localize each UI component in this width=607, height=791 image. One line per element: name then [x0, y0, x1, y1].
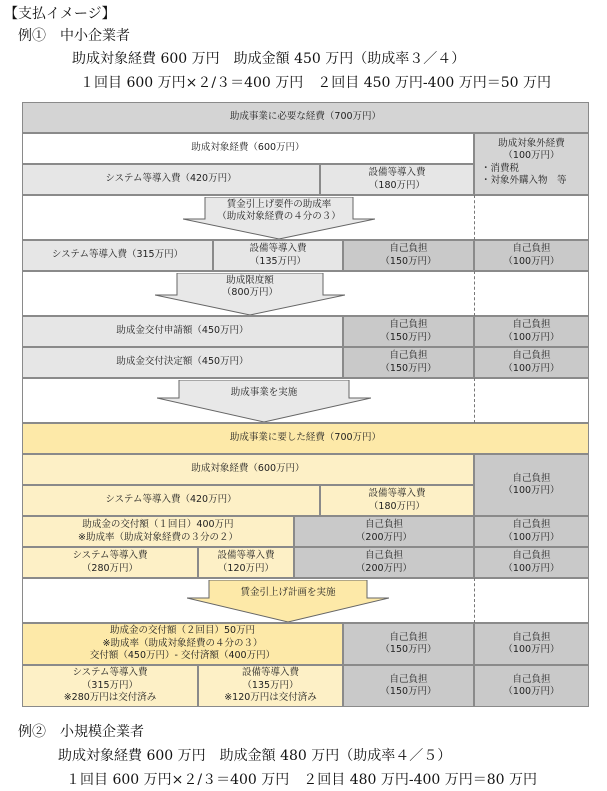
self-burden-title: 自己負担 — [512, 550, 551, 562]
equipment-cost-135-amount: （135万円） — [242, 679, 299, 691]
divider-line — [474, 195, 475, 240]
system-cost-280-amount: （280万円） — [81, 562, 139, 574]
necessary-cost-bar — [22, 102, 589, 133]
section-heading: 【支払イメージ】 — [4, 6, 116, 22]
wage-plan-arrow-label: 賃金引上げ計画を実施 — [240, 587, 336, 598]
self-burden-title: 自己負担 — [512, 472, 551, 484]
example2-line1: 助成対象経費 600 万円 助成金額 480 万円（助成率４／５） — [58, 748, 452, 764]
equipment-cost-135-title: 設備等導入費 — [241, 667, 299, 679]
implement-arrow-label: 助成事業を実施 — [230, 387, 298, 398]
implement-arrow — [157, 380, 371, 422]
self-burden-150 — [343, 240, 474, 271]
self-burden-amount: （100万円） — [503, 255, 560, 267]
decision-amount — [22, 347, 343, 378]
self-burden-title: 自己負担 — [389, 243, 428, 255]
system-cost-420 — [22, 164, 320, 195]
equipment-cost-120-title: 設備等導入費 — [217, 550, 275, 562]
equipment-cost-135-note: ※120万円は交付済み — [224, 692, 317, 704]
eligible-cost-label: 助成対象経費（600万円） — [191, 463, 305, 475]
self-burden-title: 自己負担 — [512, 673, 551, 685]
divider-line — [474, 378, 475, 423]
self-burden-amount: （100万円） — [503, 562, 560, 574]
self-burden-100 — [474, 516, 589, 547]
example1-line1: 助成対象経費 600 万円 助成金額 450 万円（助成率３／４） — [72, 51, 466, 67]
self-burden-150 — [343, 316, 474, 347]
divider-line — [474, 578, 475, 623]
equipment-cost-135 — [213, 240, 343, 271]
self-burden-amount: （150万円） — [380, 331, 437, 343]
application-amount — [22, 316, 343, 347]
self-burden-title: 自己負担 — [364, 519, 403, 531]
example2-line2: １回目 600 万円×２/３＝400 万円 ２回目 480 万円-400 万円＝80 万円 — [66, 772, 538, 788]
grant-limit-title: 助成限度額 — [226, 275, 274, 286]
self-burden-title: 自己負担 — [389, 631, 428, 643]
self-burden-title: 自己負担 — [389, 673, 428, 685]
system-cost-315-amount: （315万円） — [81, 679, 139, 691]
example2-title: 例② 小規模企業者 — [18, 724, 144, 740]
grant-limit-amount: （800万円） — [221, 287, 279, 299]
ineligible-cost-box — [474, 133, 589, 195]
first-grant-rate: ※助成率（助成対象経費の３分の２） — [78, 531, 238, 543]
self-burden-amount: （200万円） — [355, 531, 413, 543]
ineligible-amount: （100万円） — [503, 150, 560, 162]
self-burden-title: 自己負担 — [512, 631, 551, 643]
first-grant-amount — [22, 516, 294, 547]
eligible-cost-bar-2 — [22, 454, 474, 485]
spent-cost-label: 助成事業に要した経費（700万円） — [229, 432, 382, 444]
self-burden-amount: （200万円） — [355, 562, 413, 574]
self-burden-200 — [294, 547, 474, 578]
self-burden-amount: （100万円） — [503, 531, 560, 543]
application-amount-label: 助成金交付申請額（450万円） — [116, 325, 249, 337]
eligible-cost-label: 助成対象経費（600万円） — [191, 142, 305, 154]
self-burden-100 — [474, 547, 589, 578]
system-cost-315-title: システム等導入費 — [72, 667, 148, 679]
wage-rate-arrow-title: 賃金引上げ要件の助成率 — [226, 199, 332, 210]
equipment-cost-180-amount: （180万円） — [368, 179, 426, 191]
self-burden-amount: （100万円） — [503, 644, 560, 655]
system-cost-420-label: システム等導入費（420万円） — [105, 173, 237, 185]
self-burden-100 — [474, 623, 589, 665]
self-burden-amount: （150万円） — [380, 686, 437, 697]
example1-line2: １回目 600 万円×２/３＝400 万円 ２回目 450 万円-400 万円＝50 万円 — [80, 75, 552, 91]
wage-rate-arrow — [183, 197, 375, 239]
self-burden-amount: （150万円） — [380, 255, 437, 267]
equipment-cost-120-amount: （120万円） — [217, 562, 275, 574]
system-cost-315-note: ※280万円は交付済み — [63, 692, 157, 704]
first-grant-title: 助成金の交付額（１回目）400万円 — [82, 519, 234, 531]
self-burden-amount: （100万円） — [503, 362, 560, 374]
self-burden-amount: （100万円） — [503, 485, 560, 496]
equipment-cost-120 — [198, 547, 294, 578]
self-burden-title: 自己負担 — [389, 350, 428, 362]
decision-amount-label: 助成金交付決定額（450万円） — [116, 356, 249, 368]
equipment-cost-180 — [320, 164, 474, 195]
equipment-cost-180-title: 設備等導入費 — [368, 167, 426, 179]
spent-cost-bar — [22, 423, 589, 454]
self-burden-title: 自己負担 — [364, 550, 403, 562]
self-burden-100 — [474, 665, 589, 707]
self-burden-title: 自己負担 — [389, 319, 428, 331]
self-burden-100-merged — [474, 454, 589, 516]
ineligible-item-tax: ・消費税 — [481, 162, 520, 174]
self-burden-150 — [343, 665, 474, 707]
self-burden-amount: （150万円） — [380, 644, 437, 655]
self-burden-title: 自己負担 — [512, 350, 551, 362]
equipment-cost-180-b — [320, 485, 474, 516]
system-cost-315 — [22, 240, 213, 271]
self-burden-100 — [474, 240, 589, 271]
wage-rate-arrow-sub: （助成対象経費の４分の３） — [217, 211, 341, 223]
equipment-cost-180-title: 設備等導入費 — [368, 488, 426, 500]
self-burden-100 — [474, 316, 589, 347]
system-cost-280 — [22, 547, 198, 578]
self-burden-title: 自己負担 — [512, 243, 551, 255]
self-burden-150 — [343, 347, 474, 378]
example1-title: 例① 中小企業者 — [18, 28, 130, 44]
second-grant-amount — [22, 623, 343, 665]
second-grant-calc: 交付額（450万円）- 交付済額（400万円） — [89, 650, 276, 662]
divider-line — [474, 271, 475, 316]
equipment-cost-135-title: 設備等導入費 — [249, 243, 307, 255]
wage-plan-arrow — [187, 580, 389, 622]
system-cost-315-label: システム等導入費（315万円） — [51, 249, 184, 261]
eligible-cost-bar — [22, 133, 474, 164]
second-grant-title: 助成金の交付額（２回目）50万円 — [109, 625, 256, 637]
ineligible-title: 助成対象外経費 — [498, 138, 565, 149]
self-burden-amount: （100万円） — [503, 686, 560, 697]
equipment-cost-135-b — [198, 665, 343, 707]
grant-limit-arrow — [155, 273, 345, 315]
self-burden-title: 自己負担 — [512, 519, 551, 531]
self-burden-200 — [294, 516, 474, 547]
equipment-cost-180-amount: （180万円） — [368, 500, 426, 512]
system-cost-420-b — [22, 485, 320, 516]
self-burden-100 — [474, 347, 589, 378]
equipment-cost-135-amount: （135万円） — [249, 255, 307, 267]
system-cost-315-b — [22, 665, 198, 707]
system-cost-280-title: システム等導入費 — [72, 550, 148, 562]
necessary-cost-label: 助成事業に必要な経費（700万円） — [229, 111, 382, 123]
ineligible-item-other: ・対象外購入物 等 — [481, 175, 567, 187]
self-burden-150 — [343, 623, 474, 665]
self-burden-title: 自己負担 — [512, 319, 551, 331]
second-grant-rate: ※助成率（助成対象経費の４分の３） — [102, 637, 263, 649]
self-burden-amount: （150万円） — [380, 362, 437, 374]
system-cost-420-label: システム等導入費（420万円） — [105, 494, 237, 506]
self-burden-amount: （100万円） — [503, 331, 560, 343]
